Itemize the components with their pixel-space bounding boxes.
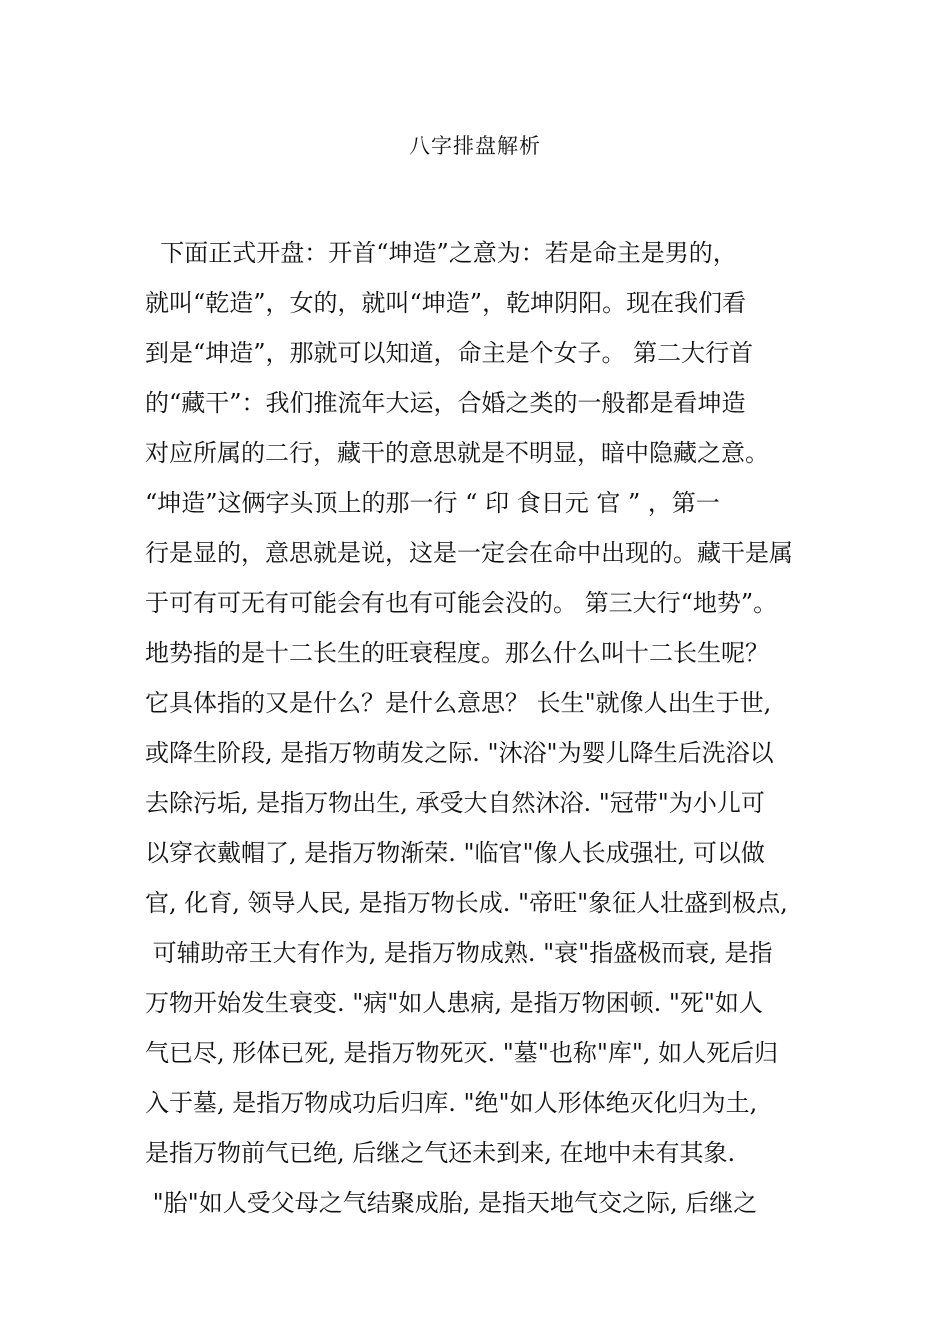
body-line: 的“藏干”：我们推流年大运，合婚之类的一般都是看坤造: [145, 389, 746, 417]
body-line: 以穿衣戴帽了, 是指万物渐荣. "临官"像人长成强壮, 可以做: [145, 839, 765, 867]
body-line: 就叫“乾造”，女的，就叫“坤造”，乾坤阴阳。现在我们看: [145, 289, 747, 317]
body-line: 万物开始发生衰变. "病"如人患病, 是指万物困顿. "死"如人: [145, 989, 763, 1017]
body-line: 行是显的，意思就是说，这是一定会在命中出现的。藏干是属: [145, 539, 793, 567]
body-line: 它具体指的又是什么？是什么意思？ 长生"就像人出生于世,: [145, 689, 772, 717]
body-line: 或降生阶段, 是指万物萌发之际. "沐浴"为婴儿降生后洗浴以: [145, 739, 774, 767]
body-line: 对应所属的二行，藏干的意思就是不明显，暗中隐藏之意。: [145, 439, 769, 467]
document-body: [145, 228, 825, 1228]
body-line: 可辅助帝王大有作为, 是指万物成熟. "衰"指盛极而衰, 是指: [145, 939, 773, 967]
body-line: "胎"如人受父母之气结聚成胎, 是指天地气交之际, 后继之: [145, 1189, 758, 1217]
body-line: 官, 化育, 领导人民, 是指万物长成. "帝旺"象征人壮盛到极点,: [145, 889, 788, 917]
body-line: 是指万物前气已绝, 后继之气还未到来, 在地中未有其象.: [145, 1139, 736, 1167]
body-line: 到是“坤造”，那就可以知道，命主是个女子。 第二大行首: [145, 339, 754, 367]
body-line: 下面正式开盘：开首“坤造”之意为：若是命主是男的，: [145, 239, 737, 267]
body-line: 去除污垢, 是指万物出生, 承受大自然沐浴. "冠带"为小儿可: [145, 789, 765, 817]
body-line: 气已尽, 形体已死, 是指万物死灭. "墓"也称"库", 如人死后归: [145, 1039, 779, 1067]
body-line: 入于墓, 是指万物成功后归库. "绝"如人形体绝灭化归为土,: [145, 1089, 758, 1117]
body-line: 地势指的是十二长生的旺衰程度。那么什么叫十二长生呢？: [145, 639, 769, 667]
document-title: 八字排盘解析: [409, 134, 541, 158]
body-line: “坤造”这俩字头顶上的那一行 “ 印 食日元 官 ” ，第一: [145, 489, 720, 517]
body-line: 于可有可无有可能会有也有可能会没的。 第三大行“地势”。: [145, 589, 778, 617]
